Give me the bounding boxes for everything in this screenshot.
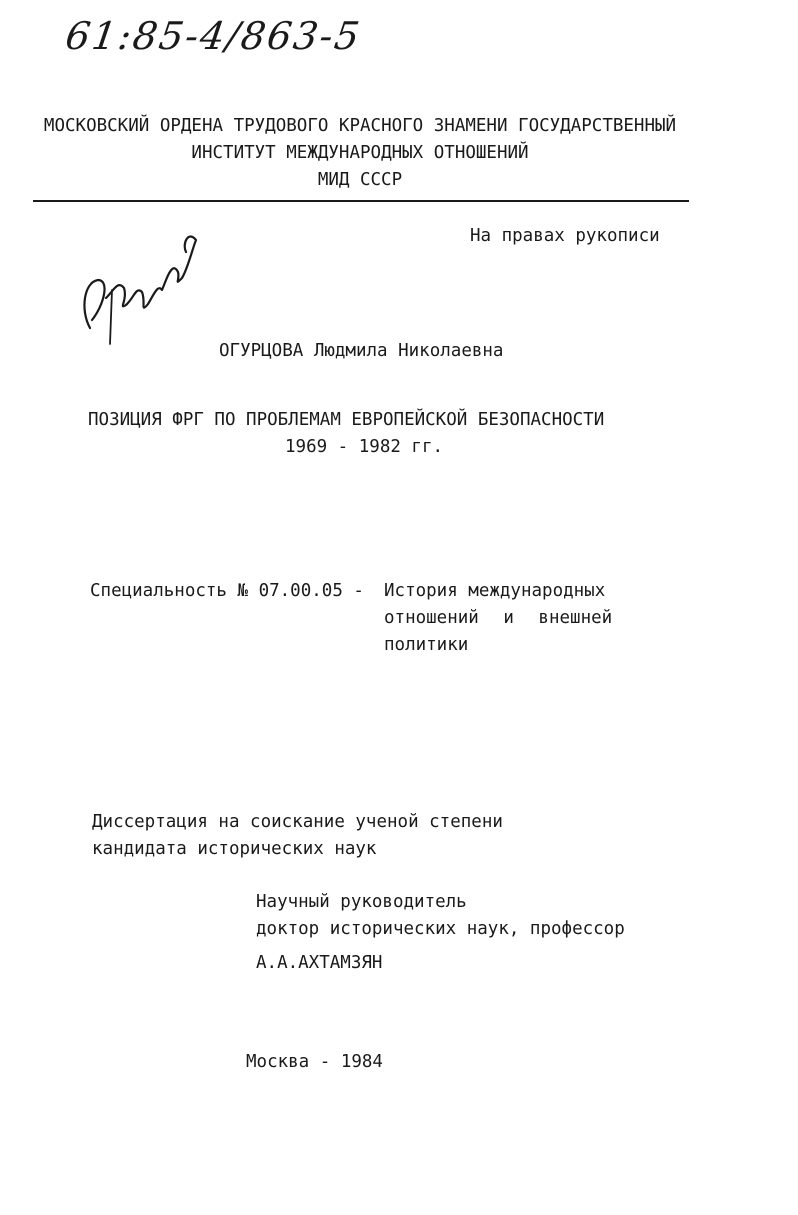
supervisor-role: Научный руководитель <box>256 892 467 912</box>
institution-line-3: МИД СССР <box>317 170 403 190</box>
signature-scribble-icon <box>70 210 210 360</box>
place-year: Москва - 1984 <box>246 1052 383 1072</box>
degree-line-1: Диссертация на соискание ученой степени <box>92 812 503 832</box>
dissertation-title-line-2: 1969 - 1982 гг. <box>285 437 444 457</box>
header-divider <box>33 200 689 202</box>
institution-line-2: ИНСТИТУТ МЕЖДУНАРОДНЫХ ОТНОШЕНИЙ <box>191 143 529 163</box>
specialty-line-1: История международных <box>384 581 606 601</box>
supervisor-credentials: доктор исторических наук, профессор <box>256 919 625 939</box>
specialty-line-3: политики <box>384 635 469 655</box>
dissertation-title-line-1: ПОЗИЦИЯ ФРГ ПО ПРОБЛЕМАМ ЕВРОПЕЙСКОЙ БЕЗОПАСНОСТИ <box>88 410 605 430</box>
institution-line-1: МОСКОВСКИЙ ОРДЕНА ТРУДОВОГО КРАСНОГО ЗНАМЕНИ ГОСУДАРСТВЕННЫЙ <box>43 116 677 136</box>
manuscript-note: На правах рукописи <box>470 226 660 246</box>
specialty-label: Специальность № 07.00.05 - <box>90 581 364 601</box>
supervisor-name: А.А.АХТАМЗЯН <box>256 953 383 973</box>
archive-code: 61:85-4/863-5 <box>62 14 364 58</box>
degree-line-2: кандидата исторических наук <box>92 839 377 859</box>
author-name: ОГУРЦОВА Людмила Николаевна <box>219 341 504 361</box>
specialty-line-2: отношений и внешней <box>384 608 613 628</box>
